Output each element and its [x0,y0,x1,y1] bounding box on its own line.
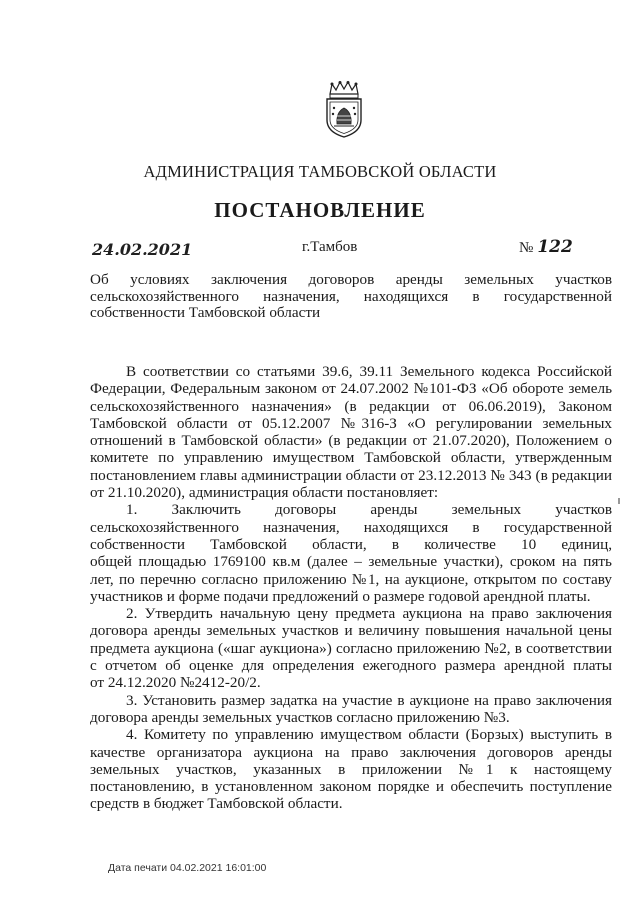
body-line: Тамбовской области от 05.12.2007 №316-З «О регулировании земельных [90,414,612,432]
number-label: № [519,240,534,256]
agency-title: АДМИНИСТРАЦИЯ ТАМБОВСКОЙ ОБЛАСТИ [143,162,497,181]
body-line: 2. Утвердить начальную цену предмета аукциона на право заключения [126,605,612,623]
body-line: Федерации, Федеральным законом от 24.07.2002 №101-ФЗ «Об обороте земель [90,380,612,398]
body-line: постановлению, в установленном законом порядке и обеспечить поступление [90,778,612,796]
subject-line: Об условиях заключения договоров аренды земельных участков [90,271,612,288]
body-line: В соответствии со статьями 39.6, 39.11 Земельного кодекса Российской [126,363,612,380]
body-line: 1. Заключить договоры аренды земельных участков [126,501,612,519]
body-line: комитете по управлению имуществом Тамбовской области, утвержденным [90,449,612,467]
body-line: лет, по перечню согласно приложению №1, на аукционе, открытом по составу [90,570,612,588]
item-4-paragraph [90,726,612,812]
document-number [519,237,573,257]
body-line: от 21.10.2020), администрация области постановляет: [90,484,439,502]
body-line: собственности Тамбовской области, в количестве 10 единиц, [90,535,612,553]
body-line: сельскохозяйственного назначения, находящихся в государственной [90,518,612,536]
body-line: с отчетом об оценке для определения ежегодного размера арендной платы [90,657,612,675]
document-type-title: ПОСТАНОВЛЕНИЕ [214,198,426,222]
item-2-paragraph [90,605,612,691]
body-line: отношений в Тамбовской области» (в редакции от 21.07.2020), Положением о [90,432,612,450]
body-line: постановлением главы администрации области от 23.12.2013 № 343 (в редакции [90,466,612,484]
body-line: договора аренды земельных участков согласно приложению №3. [90,708,510,726]
document-subject [90,272,612,322]
document-date: 24.02.2021 [92,240,193,259]
body-line: земельных участков, указанных в приложении №1 к настоящему [90,760,612,778]
document-city: г.Тамбов [302,239,358,255]
body-line: договора аренды земельных участков и величину повышения начальной цены [90,622,612,640]
body-line: 3. Установить размер задатка на участие в аукционе на право заключения [126,691,612,709]
subject-line: собственности Тамбовской области [90,304,321,321]
body-line: качестве организатора аукциона на право заключения договоров аренды [90,743,612,761]
item-3-paragraph [90,692,612,727]
number-value: 122 [537,237,573,257]
body-line: участников и форме подачи предложений о размере годовой арендной платы. [90,587,591,605]
document-body [90,363,612,813]
subject-line: сельскохозяйственного назначения, находящихся в государственной [90,287,612,305]
body-line: предмета аукциона («шаг аукциона») согласно приложению №2, в соответствии [90,639,612,657]
body-line: от 24.12.2020 №2412-20/2. [90,674,261,692]
body-line: 4. Комитету по управлению имуществом области (Борзых) выступить в [126,726,612,744]
tambov-coat-of-arms-icon [322,80,366,138]
body-line: общей площадью 1769100 кв.м (далее – земельные участки), сроком на пять [90,553,612,571]
scan-margin-mark [618,498,620,504]
body-line: сельскохозяйственного назначения» (в редакции от 06.06.2019), Законом [90,397,612,415]
print-date-footer: Дата печати 04.02.2021 16:01:00 [108,862,267,874]
item-1-paragraph [90,501,612,605]
preamble-paragraph [90,363,612,501]
body-line: средств в бюджет Тамбовской области. [90,795,343,813]
